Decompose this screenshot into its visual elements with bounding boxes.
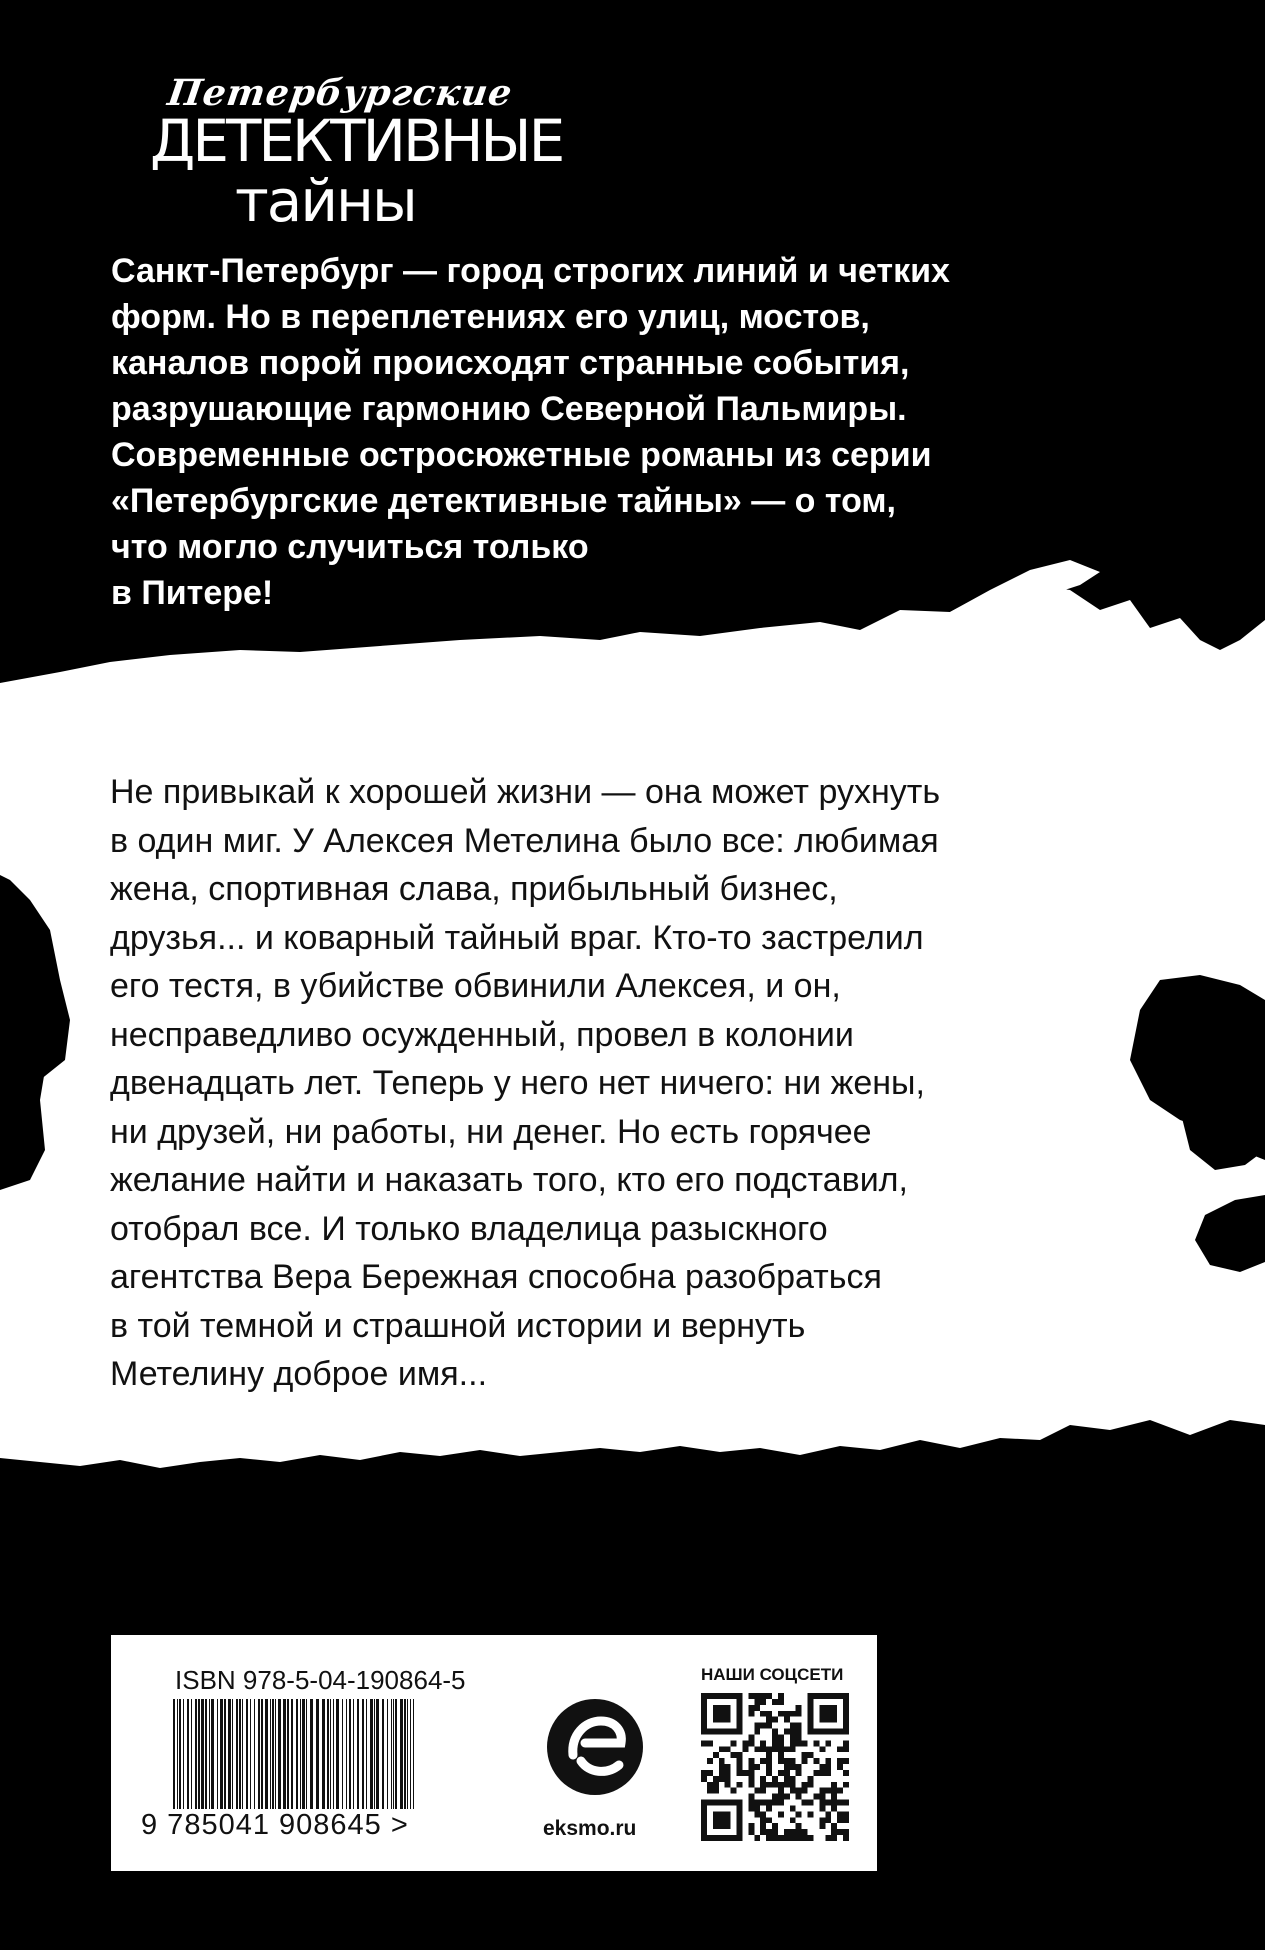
blurb-line: Санкт-Петербург — город строгих линий и четких <box>111 252 950 290</box>
barcode-icon <box>171 1699 417 1809</box>
blurb-line: Современные остросюжетные романы из серии <box>111 436 932 474</box>
blurb-line: что могло случиться только <box>111 528 589 566</box>
synopsis-line: несправедливо осужденный, провел в колонии <box>110 1015 854 1054</box>
blurb-line: «Петербургские детективные тайны» — о том, <box>111 482 896 520</box>
synopsis-line: жена, спортивная слава, прибыльный бизнес, <box>110 870 838 908</box>
synopsis-line: друзья... и коварный тайный враг. Кто-то застрелил <box>110 918 924 957</box>
synopsis-line: ни друзей, ни работы, ни денег. Но есть горячее <box>110 1112 872 1151</box>
synopsis-line: в той темной и страшной истории и вернуть <box>110 1306 806 1345</box>
isbn-text: ISBN 978-5-04-190864-5 <box>175 1665 466 1695</box>
publisher-url: eksmo.ru <box>543 1817 637 1840</box>
book-synopsis <box>110 768 1070 1399</box>
synopsis-line: агентства Вера Бережная способна разобраться <box>110 1258 882 1296</box>
synopsis-line: желание найти и наказать того, кто его подставил, <box>110 1161 908 1199</box>
series-blurb <box>111 248 1111 616</box>
barcode-digits: 9 785041 908645 > <box>141 1809 409 1841</box>
synopsis-line: двенадцать лет. Теперь у него нет ничего: ни жены, <box>110 1064 925 1102</box>
synopsis-line: его тестя, в убийстве обвинили Алексея, и он, <box>110 967 841 1005</box>
blurb-line: каналов порой происходят странные события, <box>111 344 910 382</box>
eksmo-logo-icon <box>545 1697 645 1797</box>
synopsis-line: отобрал все. И только владелица разыскного <box>110 1209 828 1248</box>
blurb-line: разрушающие гармонию Северной Пальмиры. <box>111 390 907 428</box>
series-logo-script: Петербургские <box>165 72 516 114</box>
series-logo-main: ДЕТЕКТИВНЫЕ <box>150 107 563 175</box>
series-logo-sub: тайны <box>235 167 416 235</box>
synopsis-line: в один миг. У Алексея Метелина было все: любимая <box>110 821 939 860</box>
qr-code-icon <box>701 1693 849 1841</box>
synopsis-line: Не привыкай к хорошей жизни — она может рухнуть <box>110 773 941 811</box>
barcode-label <box>111 1635 877 1871</box>
social-label: НАШИ СОЦСЕТИ <box>701 1665 844 1684</box>
series-logo <box>150 72 563 235</box>
blurb-line: форм. Но в переплетениях его улиц, мостов, <box>111 298 870 336</box>
synopsis-line: Метелину доброе имя... <box>110 1355 488 1393</box>
blurb-line: в Питере! <box>111 574 274 612</box>
